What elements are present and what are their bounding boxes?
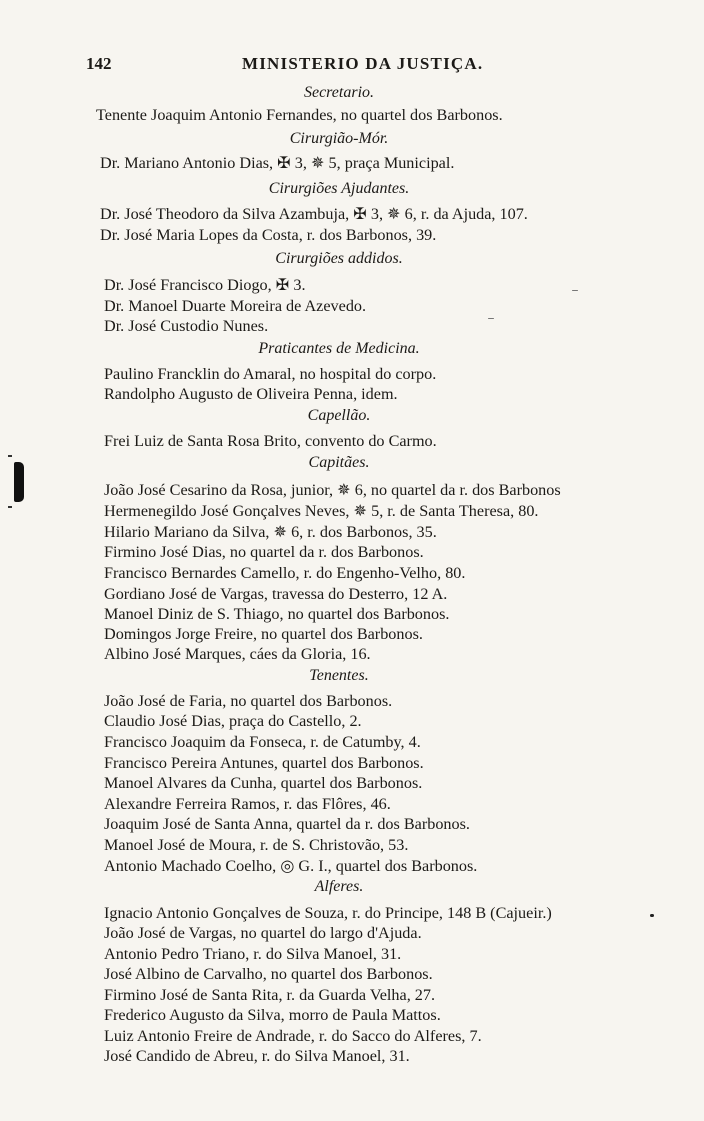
section-heading-cirurgiao-mor: Cirurgião-Mór.	[289, 130, 389, 147]
entry-line: Dr. Manoel Duarte Moreira de Azevedo.	[104, 297, 367, 315]
entry-line: Luiz Antonio Freire de Andrade, r. do Sacco do Alferes, 7.	[104, 1027, 482, 1045]
section-heading-capellao: Capellão.	[307, 407, 371, 424]
entry-line: Manoel Alvares da Cunha, quartel dos Barbonos.	[104, 774, 423, 792]
section-heading-alferes: Alferes.	[314, 878, 364, 895]
entry-line: Dr. Mariano Antonio Dias, ✠ 3, ✵ 5, praça Municipal.	[100, 154, 455, 172]
entry-line: Francisco Bernardes Camello, r. do Engenho-Velho, 80.	[104, 564, 466, 582]
entry-line: Albino José Marques, cáes da Gloria, 16.	[104, 645, 371, 663]
entry-line: Alexandre Ferreira Ramos, r. das Flôres, 46.	[104, 795, 391, 813]
entry-line: Domingos Jorge Freire, no quartel dos Barbonos.	[104, 625, 423, 643]
entry-line: Dr. José Francisco Diogo, ✠ 3.	[104, 276, 306, 294]
entry-line: Paulino Francklin do Amaral, no hospital do corpo.	[104, 365, 437, 383]
entry-line: Dr. José Custodio Nunes.	[104, 317, 269, 335]
section-heading-cirurgioes-addidos: Cirurgiões addidos.	[275, 250, 403, 267]
entry-line: Dr. José Maria Lopes da Costa, r. dos Barbonos, 39.	[100, 226, 437, 244]
page-title: MINISTERIO DA JUSTIÇA.	[242, 54, 484, 73]
entry-line: Randolpho Augusto de Oliveira Penna, idem.	[104, 385, 398, 403]
section-heading-capitaes: Capitães.	[308, 454, 370, 471]
entry-line: Firmino José Dias, no quartel da r. dos Barbonos.	[104, 543, 424, 561]
ink-speck	[650, 914, 654, 917]
entry-line: Frederico Augusto da Silva, morro de Paula Mattos.	[104, 1006, 441, 1024]
ink-speck	[572, 290, 578, 291]
entry-line: Hermenegildo José Gonçalves Neves, ✵ 5, r. de Santa Theresa, 80.	[104, 502, 539, 520]
entry-line: José Albino de Carvalho, no quartel dos Barbonos.	[104, 965, 433, 983]
entry-line: Manoel José de Moura, r. de S. Christovão, 53.	[104, 836, 409, 854]
entry-line: Joaquim José de Santa Anna, quartel da r. dos Barbonos.	[104, 815, 470, 833]
page-header	[86, 54, 534, 78]
entry-line: Francisco Pereira Antunes, quartel dos Barbonos.	[104, 754, 424, 772]
page-number: 142	[86, 54, 112, 73]
ink-speck	[488, 318, 494, 319]
entry-line: Hilario Mariano da Silva, ✵ 6, r. dos Barbonos, 35.	[104, 523, 437, 541]
entry-line: Tenente Joaquim Antonio Fernandes, no quartel dos Barbonos.	[96, 106, 503, 124]
entry-line: Antonio Machado Coelho, ◎ G. I., quartel dos Barbonos.	[104, 857, 478, 875]
entry-line: Firmino José de Santa Rita, r. da Guarda Velha, 27.	[104, 986, 436, 1004]
section-heading-tenentes: Tenentes.	[309, 667, 369, 684]
entry-line: João José de Vargas, no quartel do largo d'Ajuda.	[104, 924, 422, 942]
entry-line: João José Cesarino da Rosa, junior, ✵ 6, no quartel da r. dos Barbonos	[104, 481, 561, 499]
entry-line: Frei Luiz de Santa Rosa Brito, convento do Carmo.	[104, 432, 437, 450]
entry-line: Claudio José Dias, praça do Castello, 2.	[104, 712, 362, 730]
entry-line: João José de Faria, no quartel dos Barbonos.	[104, 692, 393, 710]
binding-fragment	[8, 455, 12, 457]
binding-mark	[14, 462, 24, 502]
section-heading-secretario: Secretario.	[303, 84, 375, 101]
entry-line: José Candido de Abreu, r. do Silva Manoel, 31.	[104, 1047, 410, 1065]
entry-line: Manoel Diniz de S. Thiago, no quartel dos Barbonos.	[104, 605, 450, 623]
entry-line: Dr. José Theodoro da Silva Azambuja, ✠ 3, ✵ 6, r. da Ajuda, 107.	[100, 205, 528, 223]
section-heading-praticantes: Praticantes de Medicina.	[258, 340, 420, 357]
entry-line: Ignacio Antonio Gonçalves de Souza, r. do Principe, 148 B (Cajueir.)	[104, 904, 552, 922]
entry-line: Antonio Pedro Triano, r. do Silva Manoel, 31.	[104, 945, 402, 963]
entry-line: Gordiano José de Vargas, travessa do Desterro, 12 A.	[104, 585, 448, 603]
section-heading-cirurgioes-ajudantes: Cirurgiões Ajudantes.	[268, 180, 410, 197]
entry-line: Francisco Joaquim da Fonseca, r. de Catumby, 4.	[104, 733, 421, 751]
binding-fragment	[8, 506, 12, 508]
